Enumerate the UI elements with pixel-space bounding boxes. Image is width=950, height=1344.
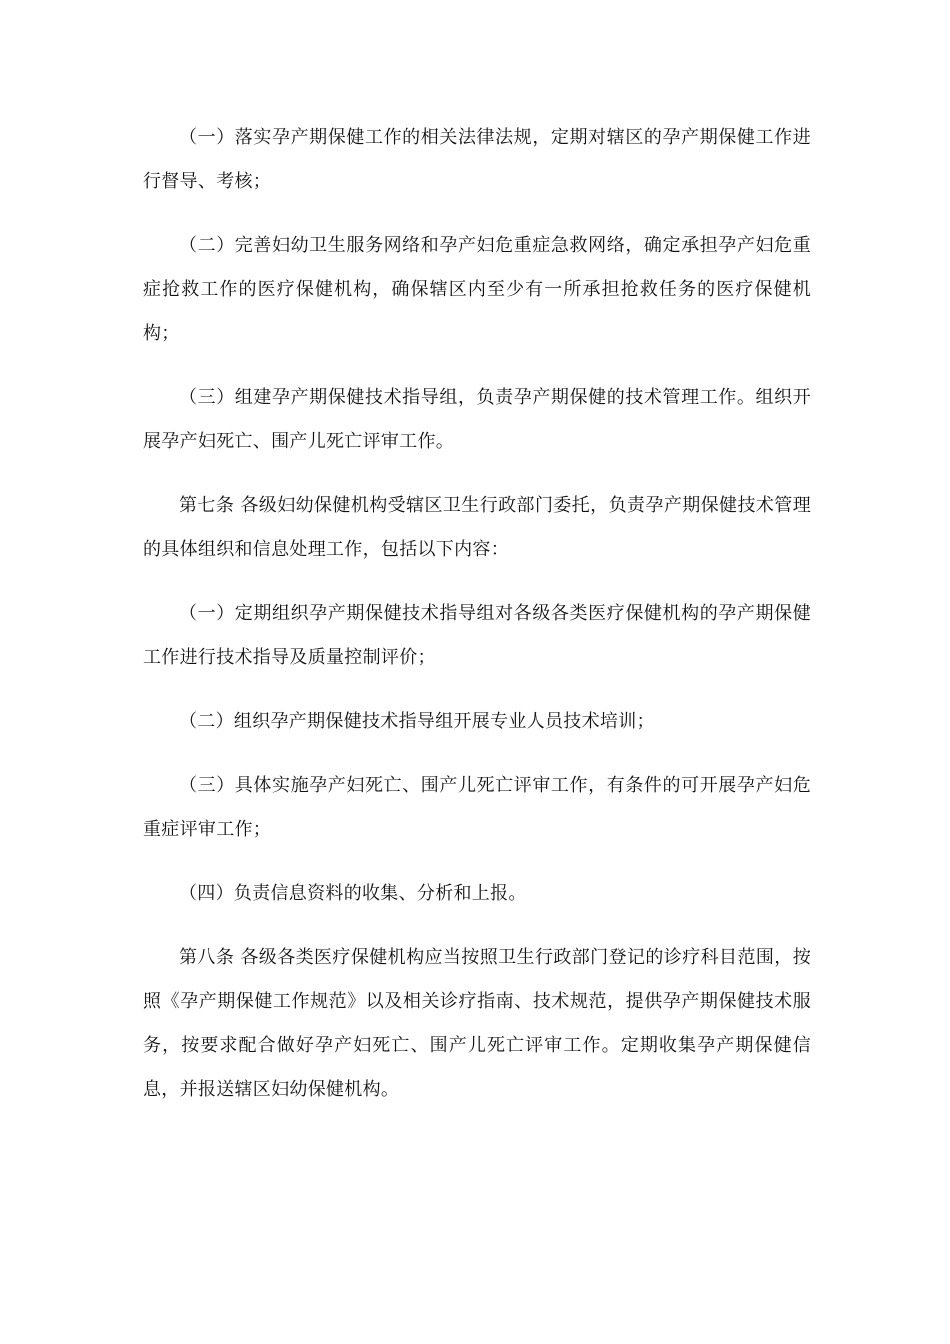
paragraph-item-3-death-review: （三）具体实施孕产妇死亡、围产儿死亡评审工作，有条件的可开展孕产妇危重症评审工作； — [143, 775, 811, 840]
paragraph-item-2-network: （二）完善妇幼卫生服务网络和孕产妇危重症急救网络，确定承担孕产妇危重症抢救工作的医疗保健机构，确保辖区内至少有一所承担抢救任务的医疗保健机构； — [143, 235, 811, 344]
paragraph-item-1-county-supervision: （一）落实孕产期保健工作的相关法律法规，定期对辖区的孕产期保健工作进行督导、考核； — [143, 127, 811, 192]
paragraph-item-4-information: （四）负责信息资料的收集、分析和上报。 — [179, 883, 527, 904]
paragraph-item-2-training: （二）组织孕产期保健技术指导组开展专业人员技术培训； — [179, 711, 655, 732]
paragraph-item-1-technical-guidance: （一）定期组织孕产期保健技术指导组对各级各类医疗保健机构的孕产期保健工作进行技术指导及质量控制评价； — [143, 603, 811, 668]
paragraph-item-3-expert-group: （三）组建孕产期保健技术指导组，负责孕产期保健的技术管理工作。组织开展孕产妇死亡、围产儿死亡评审工作。 — [143, 387, 811, 452]
paragraph-article-8: 第八条 各级各类医疗保健机构应当按照卫生行政部门登记的诊疗科目范围，按照《孕产期保健工作规范》以及相关诊疗指南、技术规范，提供孕产期保健技术服务，按要求配合做好孕产妇死亡、围产儿死亡评审工作。定期收集孕产期保健信息，并报送辖区妇幼保健机构。 — [143, 947, 811, 1100]
paragraph-article-7: 第七条 各级妇幼保健机构受辖区卫生行政部门委托，负责孕产期保健技术管理的具体组织和信息处理工作，包括以下内容： — [143, 495, 811, 560]
document-body — [143, 116, 811, 1132]
